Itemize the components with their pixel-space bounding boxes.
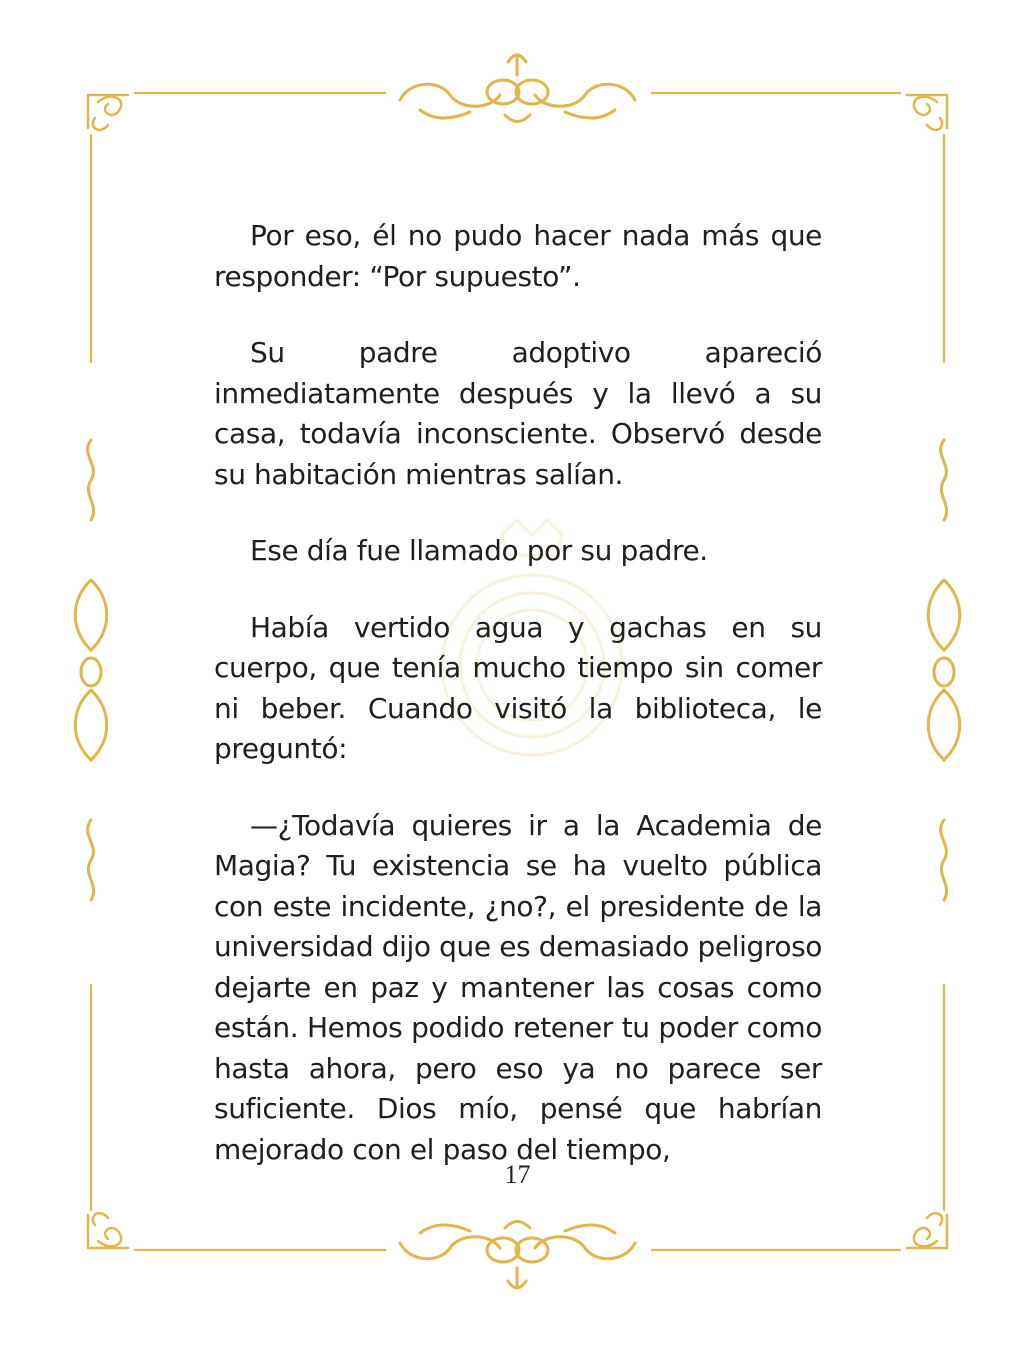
paragraph: Por eso, él no pudo hacer nada más que responder: “Por supuesto”. (214, 219, 822, 293)
body-text (214, 216, 822, 1206)
page-number: 17 (504, 1160, 531, 1189)
paragraph: —¿Todavía quieres ir a la Academia de Magia? Tu existencia se ha vuelto pública con este incidente, ¿no?, el presidente de la universidad dijo que es demasiado peligroso dejarte en paz y mantener las cosas como están. Hemos podido retener tu poder como hasta ahora, pero eso ya no parece ser suficiente. Dios mío, pensé que habrían mejorado con el paso del tiempo, (214, 808, 822, 1166)
paragraph: Ese día fue llamado por su padre. (250, 534, 708, 567)
paragraph: Su padre adoptivo apareció inmediatamente después y la llevó a su casa, todavía inconsciente. Observó desde su habitación mientras salían. (214, 336, 822, 491)
paragraph: Había vertido agua y gachas en su cuerpo, que tenía mucho tiempo sin comer ni beber. Cuando visitó la biblioteca, le preguntó: (214, 610, 822, 765)
